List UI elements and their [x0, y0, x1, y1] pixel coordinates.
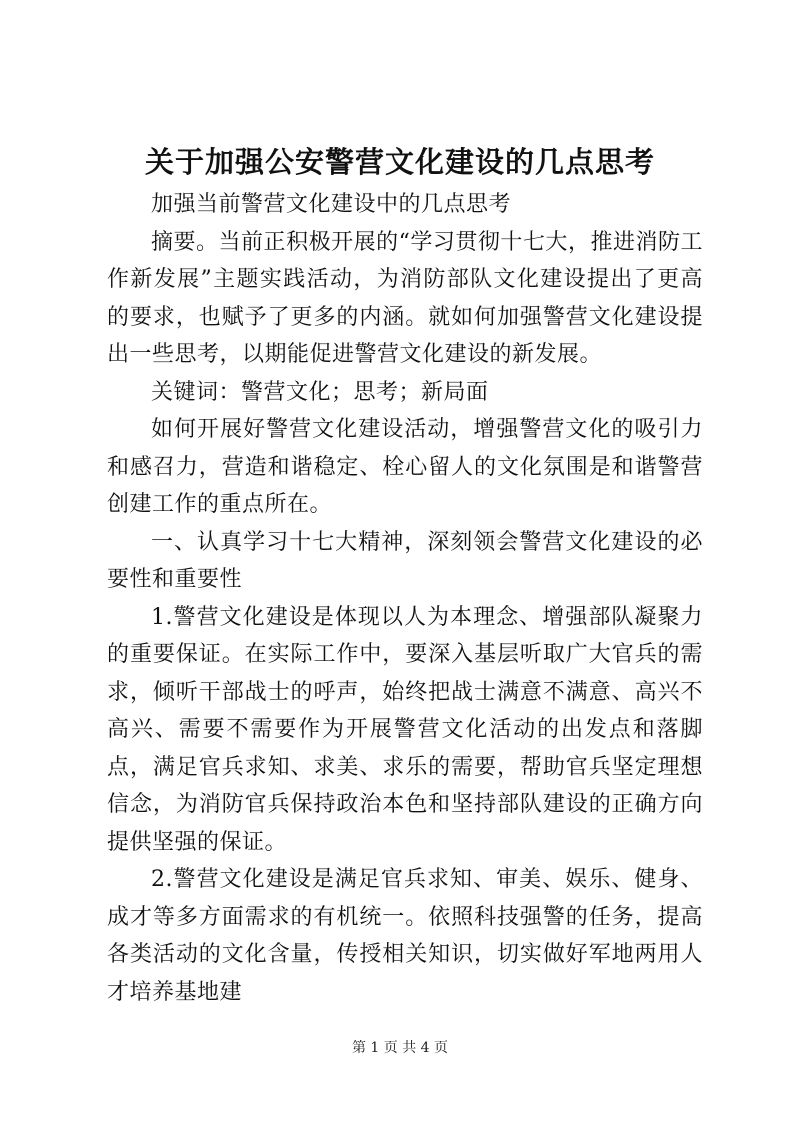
section-heading-1: 一、认真学习十七大精神，深刻领会警营文化建设的必要性和重要性: [107, 529, 703, 592]
abstract-paragraph: 摘要。当前正积极开展的“学习贯彻十七大，推进消防工作新发展”主题实践活动，为消防部队文化建设提出了更高的要求，也赋予了更多的内涵。就如何加强警营文化建设提出一些思考，以期能促进警营文化建设的新发展。: [107, 229, 703, 367]
keywords-paragraph: 关键词：警营文化；思考；新局面: [151, 379, 489, 405]
point-2-paragraph: 2.警营文化建设是满足官兵求知、审美、娱乐、健身、成才等多方面需求的有机统一。依照科技强警的任务，提高各类活动的文化含量，传授相关知识，切实做好军地两用人才培养基地建: [107, 867, 703, 1005]
intro-paragraph: 如何开展好警营文化建设活动，增强警营文化的吸引力和感召力，营造和谐稳定、栓心留人的文化氛围是和谐警营创建工作的重点所在。: [107, 417, 703, 517]
document-title: 关于加强公安警营文化建设的几点思考: [144, 145, 655, 179]
page-footer: 第 1 页 共 4 页: [351, 1040, 449, 1056]
subtitle-paragraph: 加强当前警营文化建设中的几点思考: [151, 192, 512, 217]
point-1-paragraph: 1.警营文化建设是体现以人为本理念、增强部队凝聚力的重要保证。在实际工作中，要深入基层听取广大官兵的需求，倾听干部战士的呼声，始终把战士满意不满意、高兴不高兴、需要不需要作为开展警营文化活动的出发点和落脚点，满足官兵求知、求美、求乐的需要，帮助官兵坚定理想信念，为消防官兵保持政治本色和坚持部队建设的正确方向提供坚强的保证。: [107, 604, 703, 855]
document-body: [107, 186, 703, 1011]
